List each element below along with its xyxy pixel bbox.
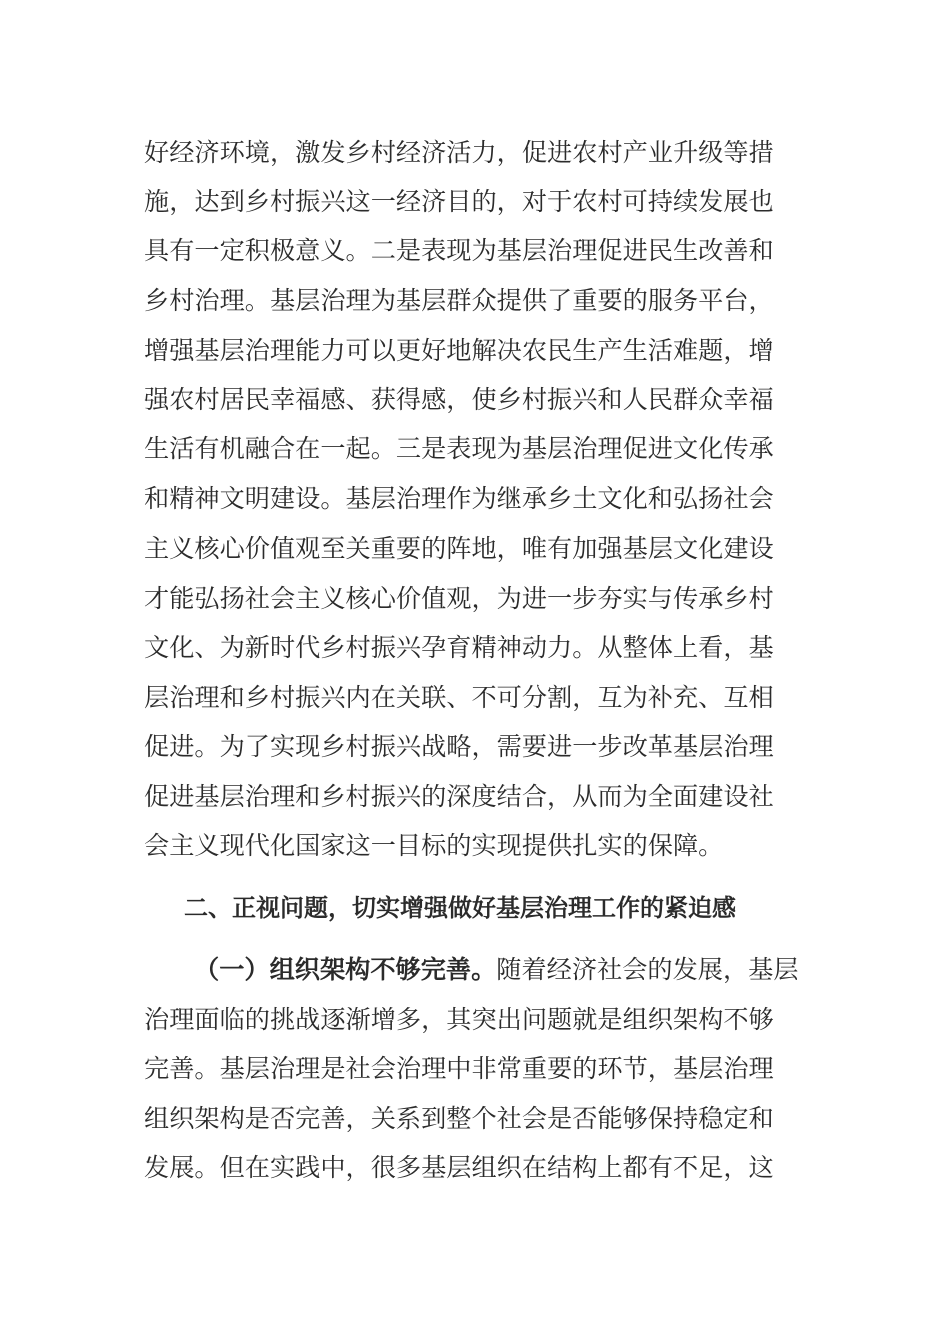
paragraph-line: 组织架构是否完善，关系到整个社会是否能够保持稳定和: [144, 1104, 774, 1133]
paragraph-line: 才能弘扬社会主义核心价值观，为进一步夯实与传承乡村: [144, 584, 774, 613]
paragraph-line: 强农村居民幸福感、获得感，使乡村振兴和人民群众幸福: [144, 385, 774, 414]
paragraph-line: 发展。但在实践中，很多基层组织在结构上都有不足，这: [144, 1153, 774, 1182]
paragraph-line: 完善。基层治理是社会治理中非常重要的环节，基层治理: [144, 1054, 774, 1083]
paragraph-line: 主义核心价值观至关重要的阵地，唯有加强基层文化建设: [144, 534, 774, 563]
paragraph-line: 和精神文明建设。基层治理作为继承乡土文化和弘扬社会: [144, 484, 774, 513]
paragraph-line: 乡村治理。基层治理为基层群众提供了重要的服务平台，: [144, 286, 774, 315]
paragraph-line: 好经济环境，激发乡村经济活力，促进农村产业升级等措: [144, 138, 774, 167]
paragraph-line: 促进基层治理和乡村振兴的深度结合，从而为全面建设社: [144, 782, 774, 811]
section-heading: 二、正视问题，切实增强做好基层治理工作的紧迫感: [184, 894, 736, 922]
paragraph-line: 层治理和乡村振兴内在关联、不可分割，互为补充、互相: [144, 683, 774, 712]
paragraph-line-first: [194, 945, 808, 995]
paragraph-line: 生活有机融合在一起。三是表现为基层治理促进文化传承: [144, 434, 774, 463]
paragraph-line: 具有一定积极意义。二是表现为基层治理促进民生改善和: [144, 236, 774, 265]
paragraph-line: 文化、为新时代乡村振兴孕育精神动力。从整体上看，基: [144, 633, 774, 662]
paragraph-line: 施，达到乡村振兴这一经济目的，对于农村可持续发展也: [144, 187, 774, 216]
paragraph-line: 会主义现代化国家这一目标的实现提供扎实的保障。: [144, 831, 724, 860]
subsection-heading: （一）组织架构不够完善。: [194, 955, 497, 984]
paragraph-line: 促进。为了实现乡村振兴战略，需要进一步改革基层治理: [144, 732, 774, 761]
paragraph-text: 随着经济社会的发展，基层: [496, 955, 799, 984]
paragraph-line: 治理面临的挑战逐渐增多，其突出问题就是组织架构不够: [144, 1005, 774, 1034]
paragraph-line: 增强基层治理能力可以更好地解决农民生产生活难题，增: [144, 336, 774, 365]
